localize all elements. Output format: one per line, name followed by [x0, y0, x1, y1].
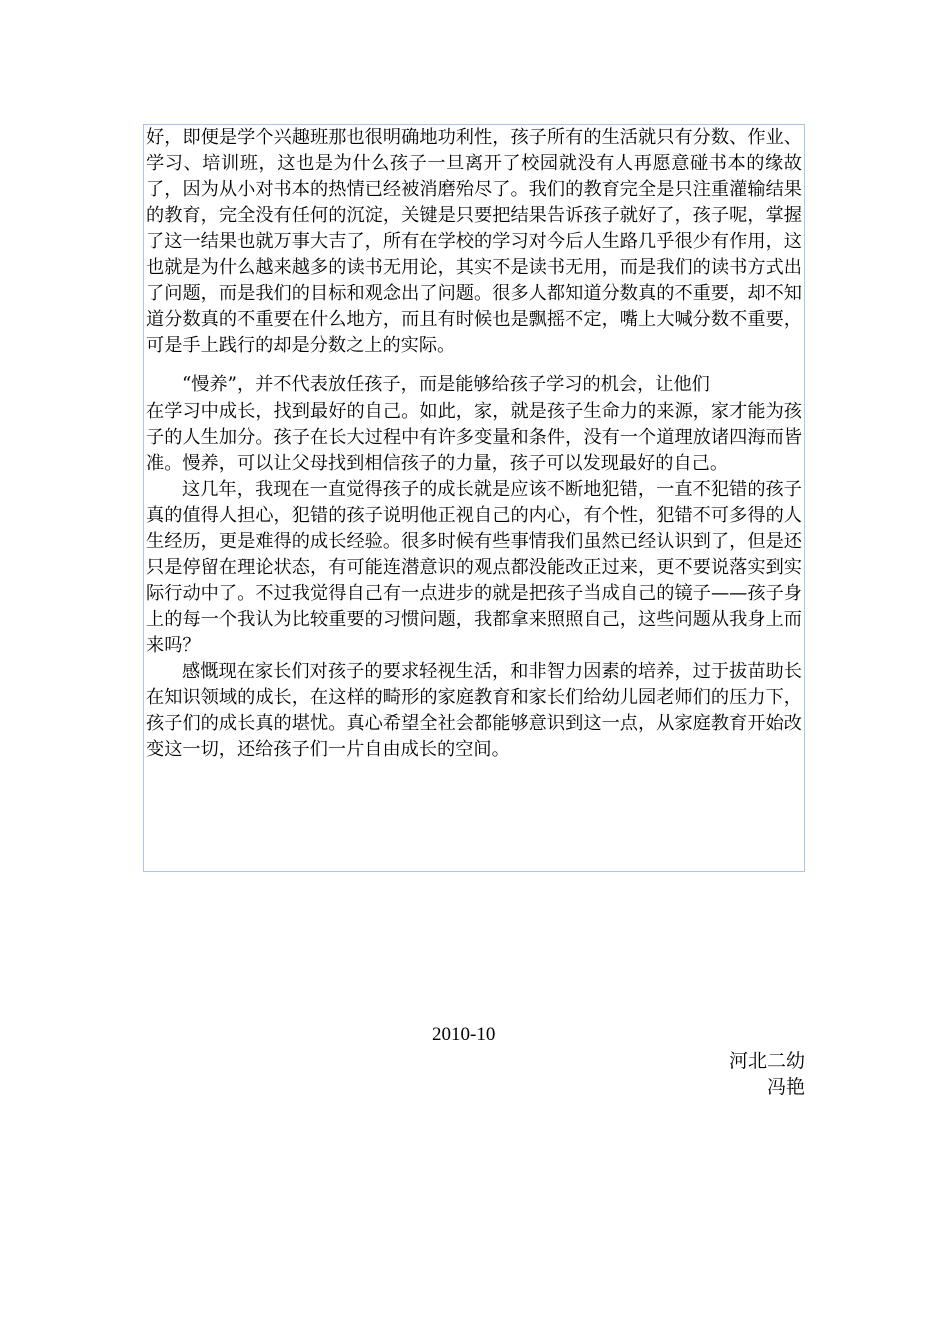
paragraph-5: 感慨现在家长们对孩子的要求轻视生活，和非智力因素的培养，过于拔苗助长在知识领域的成长，在这样的畸形的家庭教育和家长们给幼儿园老师们的压力下，孩子们的成长真的堪忧。真心希望全社会都能够意识到这一点，从家庭教育开始改变这一切，还给孩子们一片自由成长的空间。 [146, 661, 802, 760]
date: 2010-10 [432, 1024, 496, 1045]
paragraph-2: “慢养”，并不代表放任孩子，而是能够给孩子学习的机会，让他们 [182, 374, 710, 395]
author-name: 冯艳 [766, 1076, 805, 1098]
school-name: 河北二幼 [728, 1050, 805, 1072]
paragraph-3: 在学习中成长，找到最好的自己。如此，家，就是孩子生命力的来源，家才能为孩子的人生加分。孩子在长大过程中有许多变量和条件，没有一个道理放诸四海而皆准。慢养，可以让父母找到相信孩子的力量，孩子可以发现最好的自己。 [146, 401, 802, 474]
paragraph-1: 好，即便是学个兴趣班那也很明确地功利性，孩子所有的生活就只有分数、作业、学习、培训班，这也是为什么孩子一旦离开了校园就没有人再愿意碰书本的缘故了，因为从小对书本的热情已经被消磨殆尽了。我们的教育完全是只注重灌输结果的教育，完全没有任何的沉淀，关键是只要把结果告诉孩子就好了，孩子呢，掌握了这一结果也就万事大吉了，所有在学校的学习对今后人生路几乎很少有作用，这也就是为什么越来越多的读书无用论，其实不是读书无用，而是我们的读书方式出了问题，而是我们的目标和观念出了问题。很多人都知道分数真的不重要，却不知道分数真的不重要在什么地方，而且有时候也是飘摇不定，嘴上大喊分数不重要，可是手上践行的却是分数之上的实际。 [146, 127, 802, 356]
text-box [143, 124, 805, 872]
paragraph-4: 这几年，我现在一直觉得孩子的成长就是应该不断地犯错，一直不犯错的孩子真的值得人担心，犯错的孩子说明他正视自己的内心，有个性，犯错不可多得的人生经历，更是难得的成长经验。很多时候有些事情我们虽然已经认识到了，但是还只是停留在理论状态，有可能连潜意识的观点都没能改正过来，更不要说落实到实际行动中了。不过我觉得自己有一点进步的就是把孩子当成自己的镜子——孩子身上的每一个我认为比较重要的习惯问题，我都拿来照照自己，这些问题从我身上而来吗？ [146, 479, 802, 656]
